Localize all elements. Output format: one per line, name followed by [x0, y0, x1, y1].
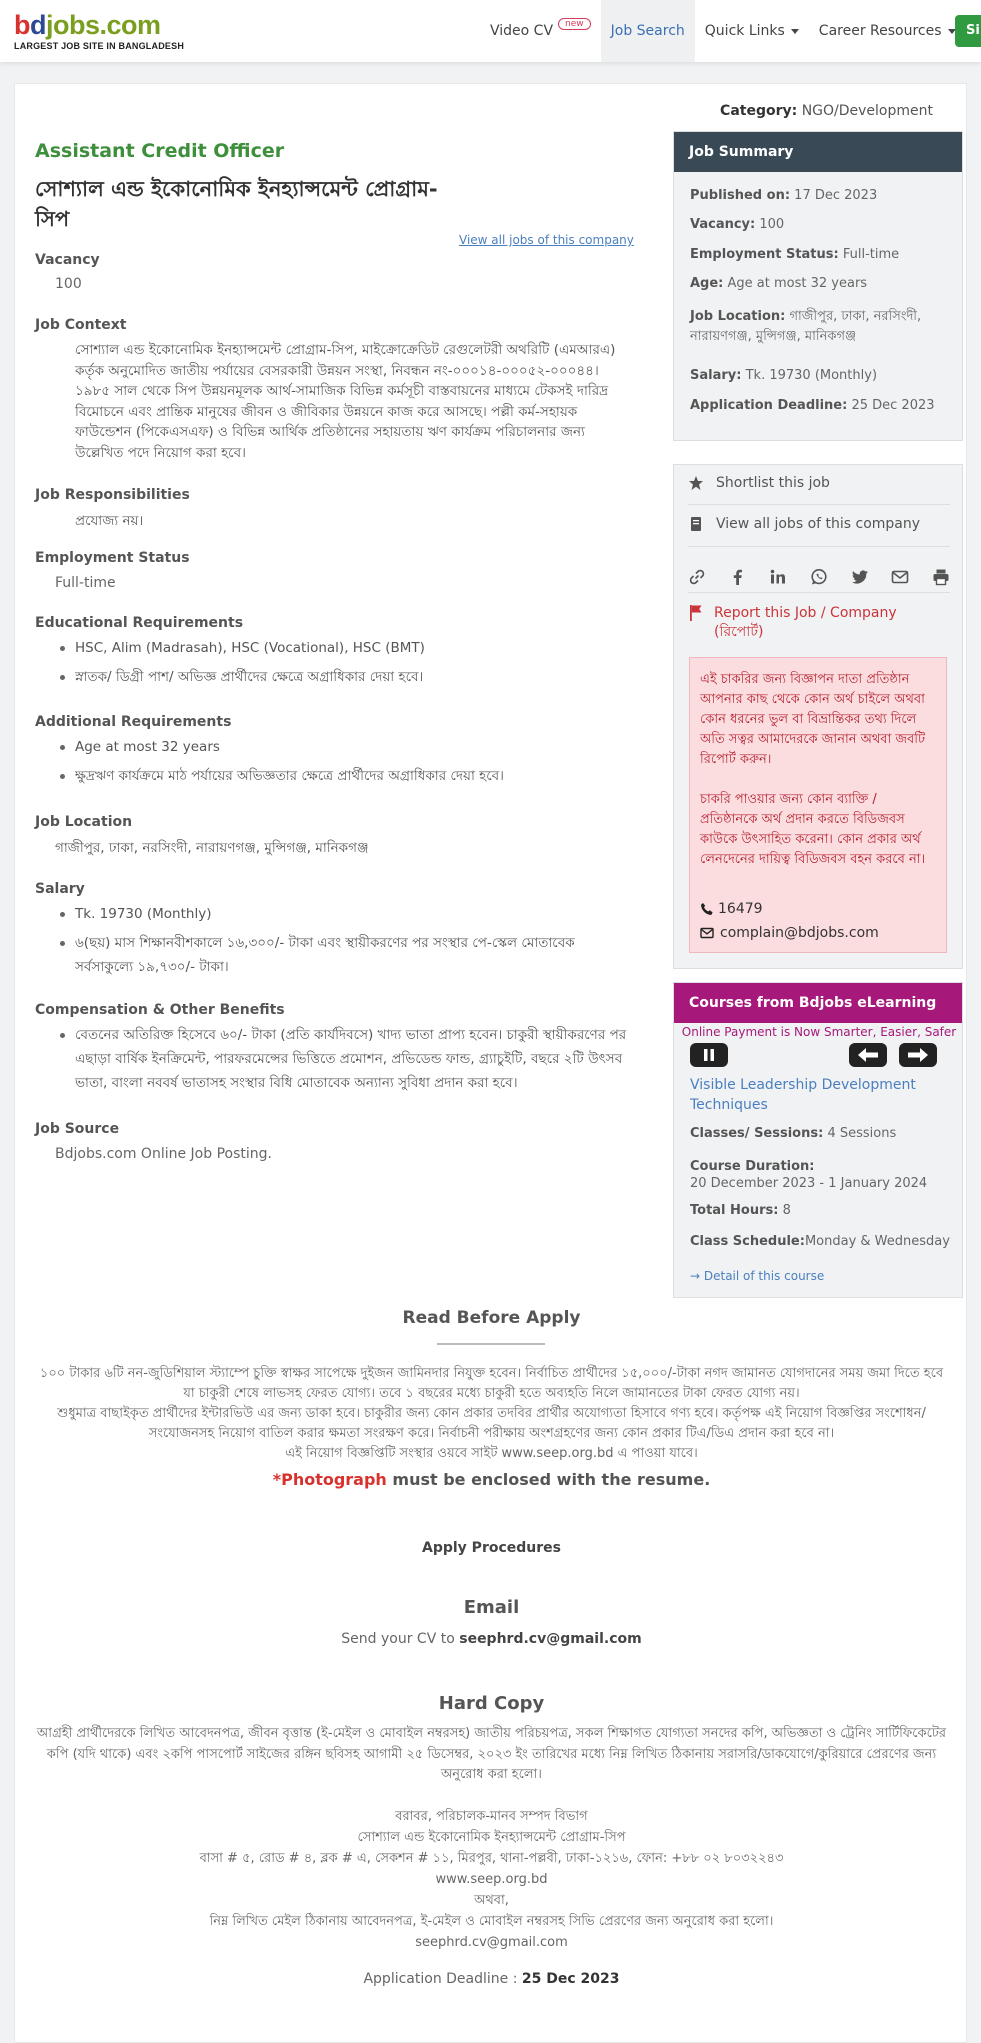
- responsibilities-value: প্রযোজ্য নয়।: [75, 513, 144, 529]
- email-icon[interactable]: [891, 568, 909, 586]
- course-schedule: Class Schedule:Monday & Wednesday: [690, 1234, 950, 1249]
- shortlist-job-button[interactable]: Shortlist this job: [688, 475, 950, 491]
- support-email[interactable]: complain@bdjobs.com: [700, 923, 879, 943]
- facebook-icon[interactable]: [729, 568, 747, 586]
- previous-button[interactable]: [849, 1043, 887, 1067]
- arrow-right-icon: →: [690, 1269, 704, 1283]
- benefits-heading: Compensation & Other Benefits: [35, 1002, 285, 1018]
- new-badge: new: [558, 18, 591, 30]
- top-navbar: [0, 0, 981, 62]
- read-before-apply-heading: Read Before Apply: [402, 1308, 581, 1328]
- job-summary-panel: [673, 131, 963, 441]
- view-all-jobs-button[interactable]: View all jobs of this company: [688, 516, 950, 532]
- nav-video-cv[interactable]: Video CV new: [480, 0, 601, 62]
- list-item: স্নাতক/ ডিগ্রী পাশ/ অভিজ্ঞ প্রার্থীদের ক্ষেত্রে অগ্রাধিকার দেয়া হবে।: [55, 665, 635, 689]
- phone-icon: [700, 902, 714, 916]
- linkedin-icon[interactable]: [769, 568, 787, 586]
- additional-requirements-heading: Additional Requirements: [35, 714, 232, 730]
- elearning-courses-panel: [673, 982, 963, 1298]
- share-icons-row: [688, 568, 950, 586]
- education-heading: Educational Requirements: [35, 615, 244, 631]
- report-job-button[interactable]: Report this Job / Company (রিপোর্ট): [688, 604, 897, 642]
- list-item: ক্ষুদ্রঋণ কার্যক্রমে মাঠ পর্যায়ের অভিজ্ঞতার ক্ষেত্রে প্রার্থীদের অগ্রাধিকার দেয়া হবে।: [55, 764, 635, 788]
- next-button[interactable]: [899, 1043, 937, 1067]
- caret-down-icon: [791, 29, 799, 34]
- company-name: সোশ্যাল এন্ড ইকোনোমিক ইনহ্যান্সমেন্ট প্রোগ্রাম-সিপ: [35, 177, 438, 231]
- salary-heading: Salary: [35, 881, 85, 897]
- logo-letter-d: d: [30, 10, 46, 40]
- job-location-value: গাজীপুর, ঢাকা, নরসিংদী, নারায়ণগঞ্জ, মুন্সিগঞ্জ, মানিকগঞ্জ: [55, 840, 369, 856]
- education-list: [55, 636, 635, 689]
- vacancy-heading: Vacancy: [35, 252, 100, 268]
- job-source-heading: Job Source: [35, 1121, 120, 1137]
- hard-copy-text: আগ্রহী প্রার্থীদেরকে লিখিত আবেদনপত্র, জীবন বৃত্তান্ত (ই-মেইল ও মোবাইল নম্বরসহ) জাতীয় পরিচয়পত্র, সকল শিক্ষাগত যোগ্যতা সনদের কপি, অভিজ্ঞতা ও ট্রেনিং সার্টিফিকেটের কপি (যদি থাকে) এবং ২কপি পাসপোর্ট সাইজের রঙ্গিন ছবিসহ আগামী ২৫ ডিসেম্বর, ২০২৩ ইং তারিখের মধ্যে নিম্ন লিখিত ঠিকানায় সরাসরি/ডাকযোগে/কুরিয়ারে প্রেরণের জন্য অনুরোধ করা হলো।: [36, 1726, 947, 1782]
- course-hours: Total Hours: 8: [690, 1203, 791, 1218]
- address-email[interactable]: seephrd.cv@gmail.com: [415, 1935, 568, 1950]
- summary-salary: Salary: Tk. 19730 (Monthly): [690, 368, 878, 383]
- company-website-link[interactable]: www.seep.org.bd: [435, 1872, 548, 1887]
- flag-icon: [688, 604, 704, 622]
- summary-published: Published on: 17 Dec 2023: [690, 188, 878, 203]
- summary-employment-status: Employment Status: Full-time: [690, 247, 900, 262]
- job-source-value: Bdjobs.com Online Job Posting.: [55, 1146, 272, 1162]
- benefits-list: [55, 1023, 635, 1095]
- hard-copy-heading: Hard Copy: [438, 1693, 545, 1714]
- arrow-right-icon: [899, 1043, 937, 1067]
- logo-tagline: LARGEST JOB SITE IN BANGLADESH: [14, 41, 185, 51]
- heading-divider: [437, 1343, 545, 1345]
- job-location-heading: Job Location: [35, 814, 133, 830]
- responsibilities-heading: Job Responsibilities: [35, 487, 190, 503]
- summary-deadline: Application Deadline: 25 Dec 2023: [690, 398, 935, 413]
- nav-quick-links[interactable]: Quick Links: [695, 0, 809, 62]
- job-title: Assistant Credit Officer: [35, 140, 285, 162]
- job-summary-title: Job Summary: [674, 132, 962, 172]
- salary-list: [55, 902, 615, 979]
- list-item: Tk. 19730 (Monthly): [55, 902, 615, 926]
- course-duration: Course Duration: 20 December 2023 - 1 January 2024: [690, 1159, 928, 1191]
- nav-job-search[interactable]: Job Search: [601, 0, 695, 62]
- application-deadline: Application Deadline : 25 Dec 2023: [363, 1971, 620, 1987]
- courses-title: Courses from Bdjobs eLearning: [674, 983, 962, 1023]
- mailing-address: বরাবর, পরিচালক-মানব সম্পদ বিভাগ সোশ্যাল এন্ড ইকোনোমিক ইনহ্যান্সমেন্ট প্রোগ্রাম-সিপ বাসা # ৫, রোড # ৪, ব্লক # এ, সেকশন # ১১, মিরপুর, থানা-পল্লবী, ঢাকা-১২১৬, ফোন: +৮৮ ০২ ৮০৩২২৪৩ www.seep.org.bd অথবা, নিম্ন লিখিত মেইল ঠিকানায় আবেদনপত্র, ই-মেইল ও মোবাইল নম্বরসহ সিভি প্রেরণের জন্য অনুরোধ করা হলো। seephrd.cv@gmail.com: [15, 1806, 968, 1953]
- job-context-text: সোশ্যাল এন্ড ইকোনোমিক ইনহ্যান্সমেন্ট প্রোগ্রাম-সিপ, মাইক্রোক্রেডিট রেগুলেটরী অথরিটি (এমআরএ) কর্তৃক অনুমোদিত জাতীয় পর্যায়ের বেসরকারী উন্নয়ন সংস্থা, নিবন্ধন নং-০০০১৪-০০০৫২-০০০৪৪। ১৯৮৫ সাল থেকে সিপ উন্নয়নমূলক আর্থ-সামাজিক বিভিন্ন কর্মসূচী বাস্তবায়নের মাধ্যমে টেকসই দারিদ্র বিমোচনে এবং প্রান্তিক মানুষের জীবন ও জীবিকার উন্নয়নে কাজ করে আসছে। পল্লী কর্ম-সহায়ক ফাউন্ডেশন (পিকেএসএফ) ও বিভিন্ন আর্থিক প্রতিষ্ঠানের সহায়তায় ঋণ কার্যক্রম পরিচালনার জন্য উল্লেখিত পদে নিয়োগ করা হবে।: [75, 342, 616, 461]
- course-name-link[interactable]: Visible Leadership Development Techniques: [690, 1077, 916, 1113]
- whatsapp-icon[interactable]: [810, 568, 828, 586]
- email-apply-heading: Email: [463, 1597, 520, 1618]
- pause-icon: [690, 1043, 728, 1067]
- bdjobs-logo[interactable]: [14, 10, 184, 51]
- online-payment-marquee: Online Payment is Now Smarter, Easier, Safer: [681, 1025, 957, 1039]
- course-detail-link[interactable]: → Detail of this course: [690, 1269, 825, 1283]
- summary-age: Age: Age at most 32 years: [690, 276, 868, 291]
- logo-text: jobs.com: [46, 10, 161, 40]
- sign-in-button[interactable]: Si: [955, 15, 981, 47]
- warning-text-1: এই চাকরির জন্য বিজ্ঞাপন দাতা প্রতিষ্ঠান আপনার কাছ থেকে কোন অর্থ চাইলে অথবা কোন ধরনের ভুল বা বিভ্রান্তিকর তথ্য দিলে অতি সত্বর আমাদেরকে জানান অথবা জবটি রিপোর্ট করুন।: [700, 672, 926, 767]
- warning-text-2: চাকরি পাওয়ার জন্য কোন ব্যাক্তি / প্রতিষ্ঠানকে অর্থ প্রদান করতে বিডিজবস কাউকে উৎসাহিত করেনা। কোন প্রকার অর্থ লেনদেনের দায়িত্ব বিডিজবস বহন করবে না।: [700, 792, 926, 867]
- job-details-card: [14, 83, 967, 2043]
- email-apply-text: Send your CV to seephrd.cv@gmail.com: [341, 1631, 642, 1647]
- list-item: বেতনের অতিরিক্ত হিসেবে ৬০/- টাকা (প্রতি কার্যদিবসে) খাদ্য ভাতা প্রাপ্য হবেন। চাকুরী স্থায়ীকরণের পর এছাড়া বার্ষিক ইনক্রিমেন্ট, পারফরমেন্সের ভিত্তিতে প্রমোশন, প্রভিডেন্ড ফান্ড, গ্র্যাচুইটি, বছরে ২টি উৎসব ভাতা, বাংলা নববর্ষ ভাতাসহ সংস্থার বিধি মোতাবেক অন্যান্য সুবিধা প্রদান করা হবে।: [55, 1023, 635, 1095]
- summary-location: Job Location: গাজীপুর, ঢাকা, নরসিংদী, নারায়ণগঞ্জ, মুন্সিগঞ্জ, মানিকগঞ্জ: [690, 309, 922, 344]
- support-phone[interactable]: 16479: [700, 899, 763, 919]
- star-icon: [688, 475, 704, 491]
- apply-notice: ১০০ টাকার ৬টি নন-জুডিশিয়াল স্ট্যাম্পে চুক্তি স্বাক্ষর সাপেক্ষে দুইজন জামিনদার নিযুক্ত হবেন। নির্বাচিত প্রার্থীদের ১৫,০০০/-টাকা নগদ জামানত যোগদানের সময় জমা দিতে হবে যা চাকুরী শেষে লাভসহ ফেরত যোগ্য। তবে ১ বছরের মধ্যে চাকুরী হতে অব্যহতি নিলে জামানতের টাকা ফেরত যোগ্য নয়। শুধুমাত্র বাছাইকৃত প্রার্থীদের ইন্টারভিউ এর জন্য ডাকা হবে। চাকুরীর জন্য কোন প্রকার তদবির প্রার্থীর অযোগ্যতা হিসাবে গণ্য হবে। কর্তৃপক্ষ এই নিয়োগ বিজ্ঞপ্তির সংশোধন/সংযোজনসহ নিয়োগ বাতিল করার ক্ষমতা সংরক্ষণ করে। নির্বাচনী পরীক্ষায় অংশগ্রহণের জন্য কোন প্রকার টিএ/ডিএ প্রদান করা হবে না। এই নিয়োগ বিজ্ঞপ্তিটি সংস্থার ওয়বে সাইট www.seep.org.bd এ পাওয়া যাবে।: [39, 1366, 944, 1461]
- summary-vacancy: Vacancy: 100: [690, 217, 785, 232]
- job-actions-panel: [673, 464, 963, 969]
- view-all-jobs-link[interactable]: View all jobs of this company: [459, 233, 634, 247]
- apply-procedures-heading: Apply Procedures: [422, 1540, 561, 1556]
- list-item: HSC, Alim (Madrasah), HSC (Vocational), HSC (BMT): [55, 636, 635, 660]
- job-category: Category: NGO/Development: [720, 103, 933, 119]
- fraud-warning-box: [689, 657, 947, 953]
- arrow-left-icon: [849, 1043, 887, 1067]
- job-context-heading: Job Context: [35, 317, 127, 333]
- pause-button[interactable]: [690, 1043, 728, 1067]
- apply-email-address[interactable]: seephrd.cv@gmail.com: [459, 1631, 642, 1647]
- employment-status-value: Full-time: [55, 575, 116, 591]
- print-icon[interactable]: [932, 568, 950, 586]
- document-icon: [688, 516, 704, 532]
- course-sessions: Classes/ Sessions: 4 Sessions: [690, 1126, 897, 1141]
- employment-status-heading: Employment Status: [35, 550, 190, 566]
- nav-career-resources[interactable]: Career Resources: [809, 0, 966, 62]
- link-icon[interactable]: [688, 568, 706, 586]
- twitter-icon[interactable]: [851, 568, 869, 586]
- photograph-requirement: *Photograph must be enclosed with the resume.: [272, 1470, 711, 1489]
- logo-letter-b: b: [14, 10, 30, 40]
- list-item: Age at most 32 years: [55, 735, 635, 759]
- list-item: ৬(ছয়) মাস শিক্ষানবীশকালে ১৬,৩০০/- টাকা এবং স্থায়ীকরণের পর সংস্থার পে-স্কেল মোতাবেক সর্বসাকুল্যে ১৯,৭৩০/- টাকা।: [55, 931, 615, 979]
- email-icon: [700, 926, 714, 940]
- additional-requirements-list: [55, 735, 635, 788]
- vacancy-value: 100: [55, 276, 82, 292]
